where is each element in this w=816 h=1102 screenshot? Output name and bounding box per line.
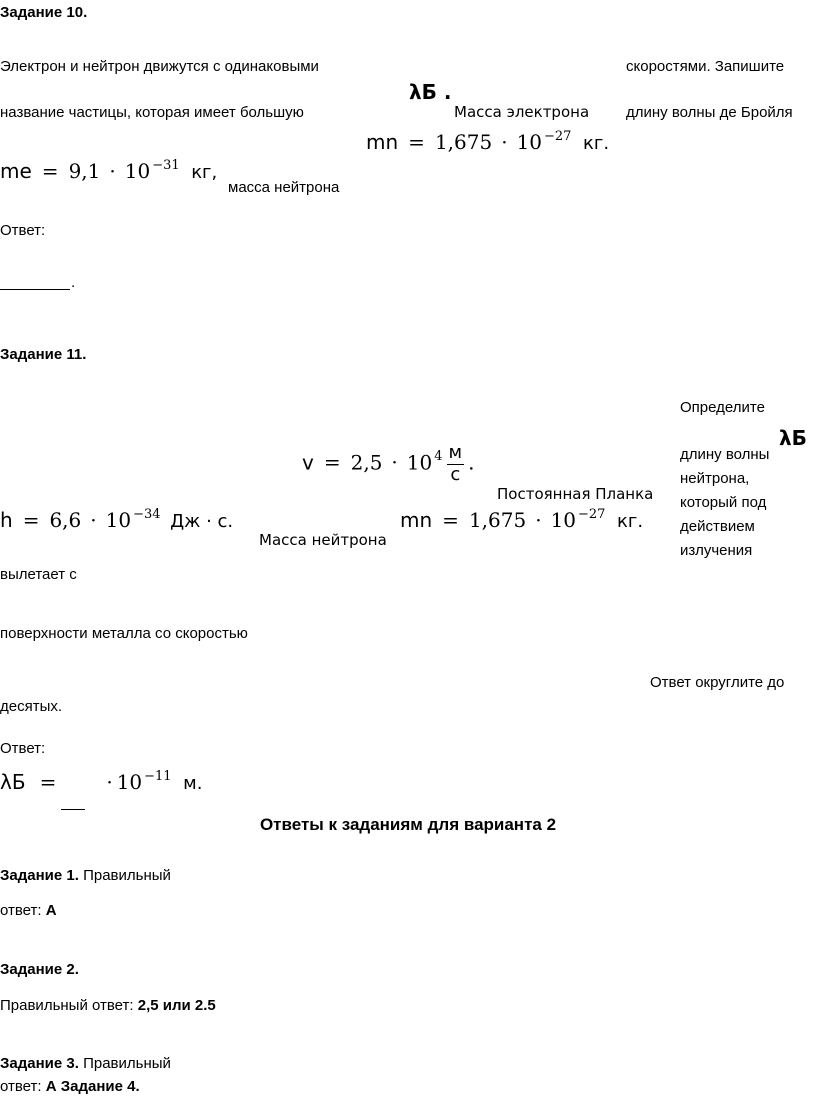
task11-text-round: Ответ округлите до	[650, 674, 785, 691]
task10-answer-blank[interactable]	[0, 289, 70, 290]
task11-answer-label: Ответ:	[0, 740, 46, 757]
task11-formula-h	[0, 507, 234, 532]
formula-variable: v	[302, 450, 314, 475]
task11-text-surface: поверхности металла со скоростью	[0, 625, 248, 642]
formula-unit: м.	[183, 773, 203, 794]
task11-right-line-5: действием	[680, 518, 755, 535]
task11-right-line-4: который под	[680, 494, 767, 511]
formula-mantissa: 6,6	[49, 508, 82, 532]
answer-1-line1	[0, 867, 171, 885]
answer-1-value: А	[45, 902, 57, 919]
formula-exponent: −11	[144, 769, 172, 784]
formula-dot: ·	[501, 130, 508, 154]
task11-right-line-3: нейтрона,	[680, 470, 750, 487]
formula-equals: =	[442, 508, 459, 532]
formula-exponent: −27	[578, 507, 606, 522]
task11-label-planck: Постоянная Планка	[497, 485, 654, 503]
task10-answer-label: Ответ:	[0, 222, 46, 239]
formula-unit: кг.	[617, 511, 644, 532]
formula-variable: λБ	[0, 770, 26, 794]
formula-exponent: −31	[152, 158, 180, 173]
task11-right-line-6: излучения	[680, 542, 753, 559]
formula-equals: =	[22, 508, 40, 532]
task11-formula-v	[302, 443, 474, 485]
formula-exponent: −34	[133, 507, 161, 522]
formula-exponent: 4	[434, 449, 443, 465]
unit-denominator: с	[450, 463, 461, 485]
formula-unit: Дж · с.	[170, 511, 234, 532]
answer-4-heading: Задание 4.	[60, 1078, 140, 1095]
formula-variable: h	[0, 508, 13, 532]
task10-formula-mn	[366, 129, 610, 154]
task10-text-line1-left: Электрон и нейтрон движутся с одинаковыми	[0, 58, 319, 75]
task11-heading: Задание 11.	[0, 346, 87, 363]
answer-2-line	[0, 997, 216, 1015]
formula-mantissa: 9,1	[68, 159, 101, 183]
task11-lambda-symbol: λБ	[779, 426, 807, 450]
answer-1-line2	[0, 902, 57, 920]
formula-dot: ·	[391, 450, 398, 475]
answer-3-text2: ответ:	[0, 1078, 42, 1095]
task10-text-line1-right: скоростями. Запишите	[626, 58, 785, 75]
formula-dot: ·	[535, 508, 542, 532]
task11-label-neutron-mass: Масса нейтрона	[259, 531, 387, 549]
task10-formula-me	[0, 158, 218, 183]
formula-dot: ·	[106, 770, 113, 794]
formula-variable: mn	[400, 508, 433, 532]
task11-right-line-1: Определите	[680, 399, 765, 416]
task10-answer-period: .	[71, 274, 76, 291]
answer-3-text1: Правильный	[83, 1055, 171, 1072]
task11-right-line-2: длину волны	[680, 446, 770, 463]
formula-base: 10	[124, 159, 151, 183]
formula-unit: кг,	[191, 162, 218, 183]
task10-text-line2-left: название частицы, которая имеет большую	[0, 104, 304, 121]
answer-1-text1: Правильный	[83, 867, 171, 884]
task11-text-tenths: десятых.	[0, 698, 63, 715]
answer-2-value: 2,5 или 2.5	[137, 997, 216, 1014]
answer-3-value: А	[45, 1078, 57, 1095]
answers-title: Ответы к заданиям для варианта 2	[259, 815, 557, 834]
formula-exponent: −27	[544, 129, 572, 144]
answer-1-text2: ответ:	[0, 902, 42, 919]
unit-numerator: м	[448, 442, 463, 463]
formula-dot: ·	[109, 159, 116, 183]
formula-equals: =	[408, 130, 425, 154]
task10-label-electron-mass: Масса электрона	[454, 103, 590, 121]
formula-base: 10	[516, 130, 543, 154]
task11-formula-mn	[400, 507, 644, 532]
formula-variable: mn	[366, 130, 399, 154]
task11-formula-answer	[0, 769, 203, 794]
task10-lambda-symbol: λБ .	[409, 80, 452, 104]
answer-3-line1	[0, 1055, 171, 1073]
answer-1-heading: Задание 1.	[0, 867, 79, 884]
formula-unit-fraction	[447, 443, 465, 485]
formula-base: 10	[105, 508, 132, 532]
task10-text-line2-right: длину волны де Бройля	[626, 104, 793, 121]
formula-equals: =	[39, 770, 57, 794]
formula-base: 10	[550, 508, 577, 532]
formula-mantissa: 1,675	[434, 130, 493, 154]
formula-variable: me	[0, 159, 32, 183]
formula-tail: .	[468, 450, 475, 475]
formula-mantissa: 2,5	[350, 450, 383, 475]
task11-answer-blank[interactable]	[61, 809, 85, 810]
formula-base: 10	[406, 450, 433, 475]
formula-equals: =	[41, 159, 59, 183]
answer-3-heading: Задание 3.	[0, 1055, 79, 1072]
formula-equals: =	[323, 450, 341, 475]
answer-3-line2	[0, 1078, 140, 1096]
formula-dot: ·	[90, 508, 97, 532]
answer-2-text: Правильный ответ:	[0, 997, 134, 1014]
formula-mantissa: 1,675	[468, 508, 527, 532]
formula-unit: кг.	[583, 133, 610, 154]
formula-base: 10	[116, 770, 143, 794]
answer-2-heading: Задание 2.	[0, 961, 79, 978]
task11-text-flies: вылетает с	[0, 566, 77, 583]
task10-label-neutron-mass: масса нейтрона	[228, 179, 340, 196]
task10-heading: Задание 10.	[0, 4, 88, 21]
